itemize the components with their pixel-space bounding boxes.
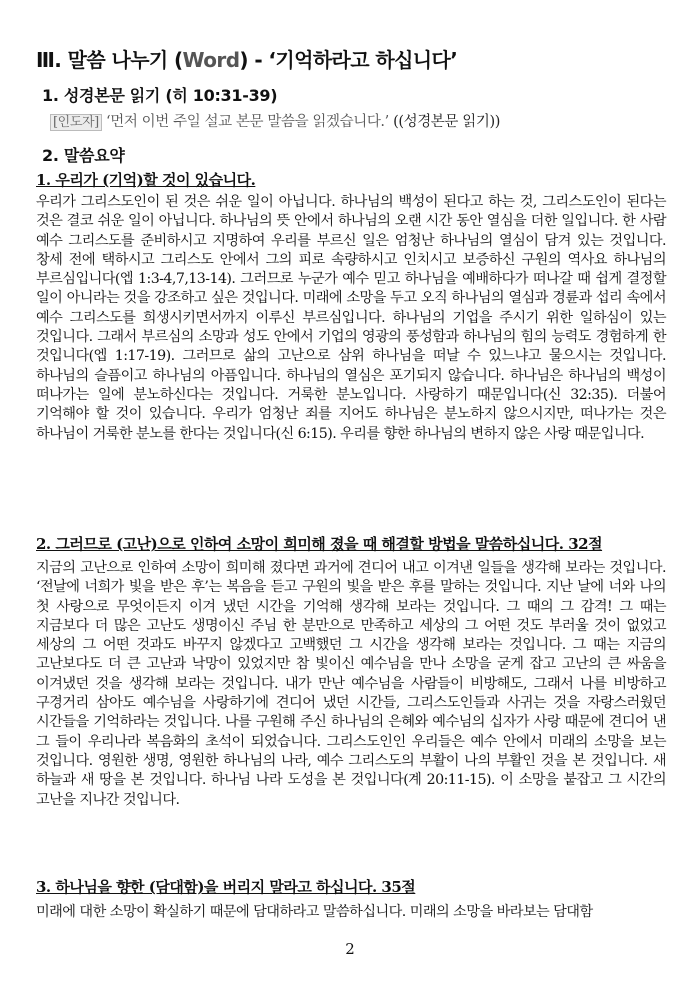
- section-body-3: 미래에 대한 소망이 확실하기 때문에 담대하라고 말씀하십니다. 미래의 소망을 바라보는 담대함: [36, 904, 593, 920]
- subheading-summary: 2. 말씀요약: [42, 146, 125, 165]
- section-title-2: 2. 그러므로 (고난)으로 인하여 소망이 희미해 졌을 때 해결할 방법을 말씀하십니다. 32절: [36, 535, 603, 553]
- section-title-1: 1. 우리가 (기억)할 것이 있습니다.: [36, 171, 256, 189]
- subheading-scripture-reading: 1. 성경본문 읽기 (히 10:31-39): [42, 86, 278, 105]
- heading-prefix: Ⅲ. 말씀 나누기 (: [36, 48, 183, 72]
- section-title-3: 3. 하나님을 향한 (담대함)을 버리지 말라고 하십니다. 35절: [36, 878, 416, 896]
- leader-note: ((성경본문 읽기)): [393, 114, 500, 130]
- leader-text: ‘먼저 이번 주일 설교 본문 말씀을 읽겠습니다.’: [106, 114, 394, 130]
- leader-tag: [인도자]: [50, 114, 102, 131]
- main-heading: [36, 44, 457, 73]
- page-number: 2: [345, 940, 355, 958]
- heading-word: Word: [182, 48, 240, 72]
- section-body-1: 우리가 그리스도인이 된 것은 쉬운 일이 아닙니다. 하나님의 백성이 된다고 하는 것, 그리스도인이 된다는 것은 결코 쉬운 일이 아닙니다. 하나님의 뜻 안에서 하나님의 오랜 시간 동안 열심을 더한 일입니다. 한 사람 예수 그리스도를 준비하시고 지명하여 우리를 부르신 일은 엄청난 하나님의 열심이 담겨 있는 것입니다. 창세 전에 택하시고 그리스도 안에서 그의 피로 속량하시고 인치시고 보증하신 구원의 역사요 하나님의 부르심입니다(엡 1:3-4,7,13-14). 그러므로 누군가 예수 믿고 하나님을 예배하다가 떠나갈 때 쉽게 결정할 일이 아니라는 것을 강조하고 싶은 것입니다. 미래에 소망을 두고 오직 하나님의 열심과 경륜과 섭리 속에서 예수 그리스도를 희생시키면서까지 이루신 부르심입니다. 하나님의 기업을 주시기 위한 일하심이 있는 것입니다. 그래서 부르심의 소망과 성도 안에서 기업의 영광의 풍성함과 하나님의 힘의 능력도 경험하게 한 것입니다(엡 1:17-19). 그러므로 삶의 고난으로 삼위 하나님을 떠날 수 있느냐고 물으시는 것입니다. 하나님의 슬픔이고 하나님의 아픔입니다. 하나님의 열심은 포기되지 않습니다. 하나님은 하나님의 백성이 떠나가는 일에 분노하신다는 것입니다. 거룩한 분노입니다. 사랑하기 때문입니다(신 32:35). 더불어 기억해야 할 것이 있습니다. 우리가 엄청난 죄를 지어도 하나님은 분노하지 않으시지만, 떠나가는 것은 하나님이 거룩한 분노를 한다는 것입니다(신 6:15). 우리를 향한 하나님의 변하지 않은 사랑 때문입니다.: [36, 194, 666, 442]
- heading-suffix: ) - ‘기억하라고 하십니다’: [239, 48, 458, 72]
- section-body-2: 지금의 고난으로 인하여 소망이 희미해 졌다면 과거에 견디어 내고 이겨낸 일들을 생각해 보라는 것입니다. ‘전날에 너희가 빛을 받은 후’는 복음을 듣고 구원의 빛을 받은 후를 말하는 것입니다. 지난 날에 너와 나의 첫 사랑으로 무엇이든지 이겨 냈던 시간을 기억해 생각해 보라는 것입니다. 그 때의 그 감격! 그 때는 지금보다 더 많은 고난도 생명이신 주님 한 분만으로 만족하고 세상의 그 어떤 것도 부러울 것이 없었고 세상의 그 어떤 것과도 바꾸지 않겠다고 고백했던 그 시간을 생각해 보라는 것입니다. 그 때는 지금의 고난보다도 더 큰 고난과 낙망이 있었지만 참 빛이신 예수님을 만나 소망을 굳게 잡고 고난의 큰 싸움을 이겨냈던 것을 생각해 보라는 것입니다. 내가 만난 예수님을 사람들이 비방해도, 그래서 나를 비방하고 구경거리 삼아도 예수님을 사랑하기에 견디어 냈던 시간들, 그리스도인들과 사귀는 것을 자랑스러웠던 시간들을 기억하라는 것입니다. 나를 구원해 주신 하나님의 은혜와 예수님의 십자가 사랑 때문에 견디어 낸 그 들이 우리나라 복음화의 초석이 되었습니다. 그리스도인인 우리들은 예수 안에서 미래의 소망을 보는 것입니다. 영원한 생명, 영원한 하나님의 나라, 예수 그리스도의 부활이 나의 부활인 것을 본 것입니다. 새 하늘과 새 땅을 본 것입니다. 하나님 나라 도성을 본 것입니다(계 20:11-15). 이 소망을 붙잡고 그 시간의 고난을 지나간 것입니다.: [36, 560, 666, 808]
- leader-guide: [50, 110, 500, 131]
